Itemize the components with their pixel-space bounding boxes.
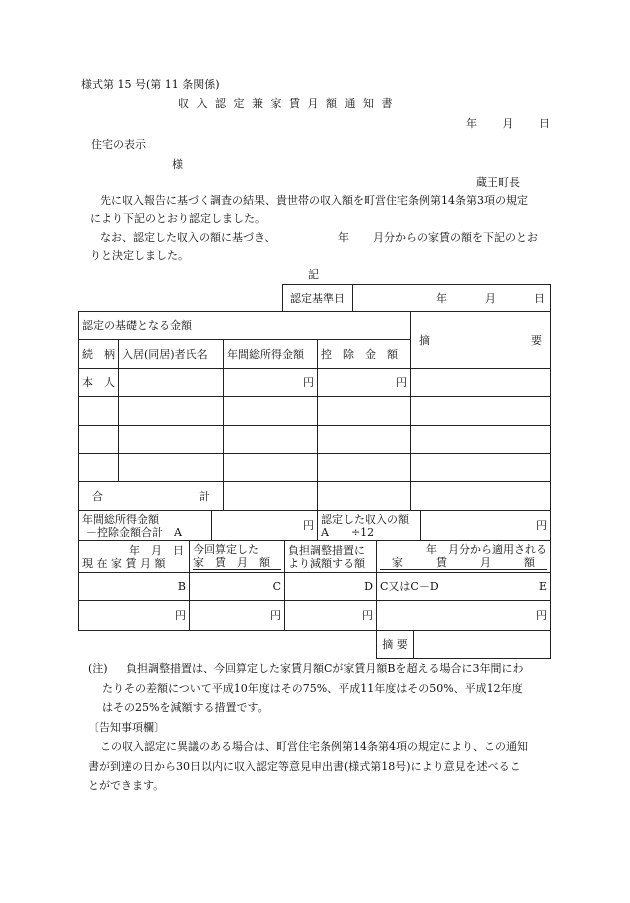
self-summary-cell[interactable] <box>411 369 551 397</box>
code-d: D <box>285 573 377 601</box>
member-income-cell[interactable] <box>224 426 318 454</box>
para2-line1a: なお、認定した収入の額に基づき、 <box>100 231 276 244</box>
calc-rent-label-1: 今回算定した <box>193 543 259 556</box>
calc-rent-header <box>190 541 285 573</box>
para2-line1c: 月分からの家賃の額を下記のとお <box>373 231 538 244</box>
code-c: C <box>190 573 285 601</box>
code-e: E <box>538 580 547 593</box>
total-label <box>79 482 224 511</box>
total-label-a: 合 <box>92 489 103 503</box>
member-relation-cell[interactable] <box>79 397 119 426</box>
self-deduction-cell[interactable]: 円 <box>318 369 411 397</box>
adjust-label-2: より減額する額 <box>288 556 365 570</box>
issue-month: 月 <box>502 117 514 130</box>
summary-label-1: 摘 <box>419 333 430 347</box>
issue-year: 年 <box>466 117 477 130</box>
ki-mark: 記 <box>308 268 319 281</box>
notice-line-1: この収入認定に異議のある場合は、町営住宅条例第14条第4項の規定により、この通知 <box>100 740 528 753</box>
notice-line-2: 書が到達の日から30日以内に収入認定等意見申出書(様式第18号)により意見を述べるこ <box>88 760 521 773</box>
summary-label-2: 要 <box>531 333 542 347</box>
col-income: 年間総所得金額 <box>224 340 318 369</box>
col-relation: 続 柄 <box>79 340 119 369</box>
member-summary-cell[interactable] <box>411 426 551 454</box>
base-date-month: 月 <box>485 291 496 305</box>
code-b: B <box>79 573 190 601</box>
member-relation-cell[interactable] <box>79 454 119 482</box>
issue-day: 日 <box>539 117 550 130</box>
total-summary-cell[interactable] <box>411 482 551 511</box>
document-title: 収 入 認 定 兼 家 賃 月 額 通 知 書 <box>178 97 395 110</box>
certified-income-label-2: A ÷12 <box>321 525 375 539</box>
net-income-label <box>79 511 212 541</box>
member-summary-cell[interactable] <box>411 397 551 426</box>
certified-income-label-1: 認定した収入の額 <box>321 512 409 526</box>
note-line-2: たりその差額について平成10年度はその75%、平成11年度はその50%、平成12年度 <box>102 682 523 695</box>
para2-line2: りと決定しました。 <box>90 249 189 262</box>
applied-rent-header <box>377 541 551 573</box>
code-cd-cell <box>377 573 551 601</box>
code-cd: C又はC－D <box>380 580 439 593</box>
current-rent-header <box>79 541 190 573</box>
net-income-cell[interactable]: 円 <box>212 511 318 541</box>
issuer: 蔵王町長 <box>476 176 520 189</box>
base-date-day: 日 <box>534 291 545 305</box>
net-income-label-2: －控除金額合計 A <box>86 525 182 539</box>
total-deduction-cell[interactable] <box>318 482 411 511</box>
summary-label-bottom: 摘 要 <box>377 631 414 659</box>
self-income-cell[interactable]: 円 <box>224 369 318 397</box>
base-date-field[interactable] <box>353 285 551 312</box>
current-rent-cell[interactable]: 円 <box>79 601 190 631</box>
member-name-cell[interactable] <box>119 454 224 482</box>
base-date-table <box>282 284 551 312</box>
member-deduction-cell[interactable] <box>318 426 411 454</box>
form-number: 様式第 15 号(第 11 条関係) <box>81 78 220 91</box>
current-rent-label: 現 在 家 賃 月 額 <box>82 556 166 570</box>
total-income-cell[interactable] <box>224 482 318 511</box>
para2-line1b: 年 <box>338 231 349 244</box>
note-mark: (注) <box>88 662 108 675</box>
base-date-year: 年 <box>436 291 447 305</box>
certified-income-label <box>318 511 421 541</box>
para1-line1: 先に収入報告に基づく調査の結果、貴世帯の収入額を町営住宅条例第14条第3項の規定 <box>100 194 528 207</box>
member-name-cell[interactable] <box>119 426 224 454</box>
net-income-table <box>78 510 551 541</box>
col-name: 入居(同居)者氏名 <box>119 340 224 369</box>
member-deduction-cell[interactable] <box>318 397 411 426</box>
calc-rent-label-2: 家 賃 月 額 <box>193 556 281 570</box>
applied-rent-cell[interactable]: 円 <box>377 601 551 631</box>
member-relation-cell[interactable] <box>79 426 119 454</box>
income-basis-table <box>78 311 551 511</box>
notice-line-3: とができます。 <box>88 779 165 792</box>
member-name-cell[interactable] <box>119 397 224 426</box>
note-line-3: はその25%を減額する措置です。 <box>102 701 269 714</box>
para1-line2: により下記のとおり認定しました。 <box>90 212 266 225</box>
summary-cell[interactable] <box>411 312 551 369</box>
applied-rent-label-2: 家 賃 月 額 <box>380 556 547 570</box>
base-date-label: 認定基準日 <box>283 285 353 312</box>
addressee-suffix: 様 <box>172 158 183 171</box>
col-deduction: 控 除 金 額 <box>318 340 411 369</box>
member-income-cell[interactable] <box>224 454 318 482</box>
adjust-header <box>285 541 377 573</box>
notice-heading: 〔告知事項欄〕 <box>88 721 165 734</box>
issue-date <box>466 117 550 131</box>
member-summary-cell[interactable] <box>411 454 551 482</box>
self-name-cell[interactable] <box>119 369 224 397</box>
summary-bottom-cell[interactable] <box>414 631 551 659</box>
certified-income-cell[interactable]: 円 <box>421 511 551 541</box>
note-line-1: 負担調整措置は、今回算定した家賃月額Cが家賃月額Bを超える場合に3年間にわ <box>126 662 524 675</box>
member-income-cell[interactable] <box>224 397 318 426</box>
basis-heading: 認定の基礎となる金額 <box>79 312 411 340</box>
rent-table <box>78 540 551 659</box>
adjust-cell[interactable]: 円 <box>285 601 377 631</box>
total-label-b: 計 <box>199 489 210 503</box>
calc-rent-cell[interactable]: 円 <box>190 601 285 631</box>
current-rent-date: 年 月 日 <box>129 543 184 557</box>
member-deduction-cell[interactable] <box>318 454 411 482</box>
net-income-label-1: 年間総所得金額 <box>82 512 159 526</box>
adjust-label-1: 負担調整措置に <box>288 543 365 557</box>
row-self-label: 本 人 <box>79 369 119 397</box>
applied-rent-label-1: 年 月分から適用される <box>426 543 547 556</box>
housing-label: 住宅の表示 <box>91 138 146 151</box>
